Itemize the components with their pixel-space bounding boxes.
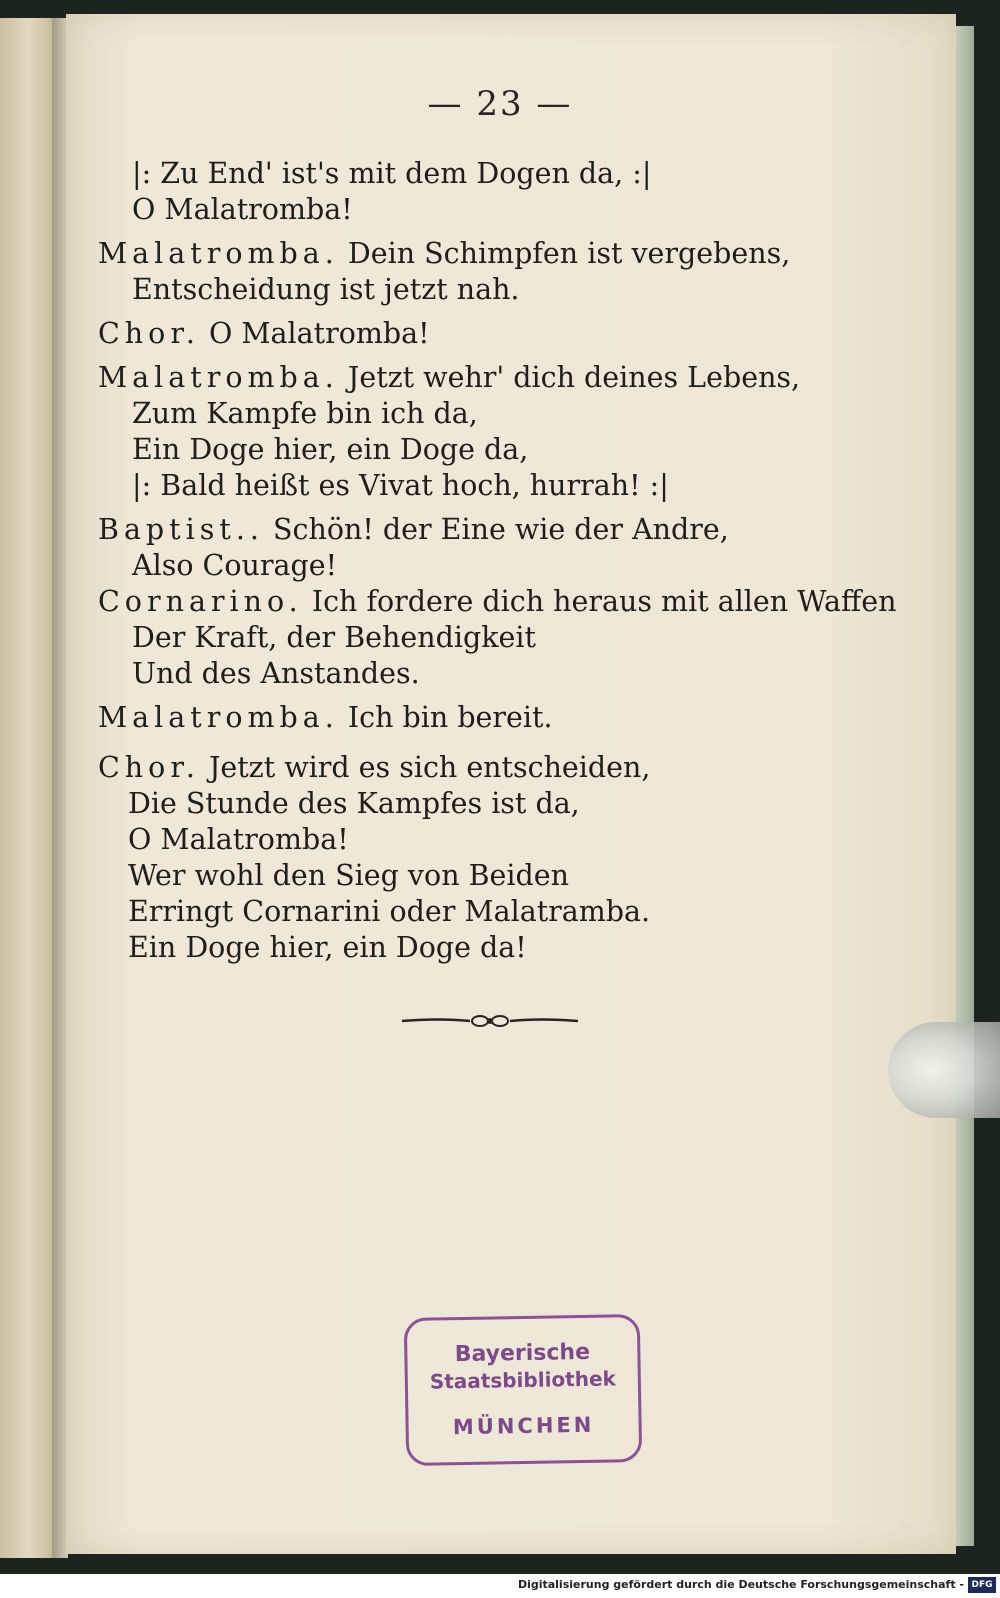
footer-credit: Digitalisierung gefördert durch die Deutsche Forschungsgemeinschaft - xyxy=(517,1578,964,1591)
stamp-line: Staatsbibliothek xyxy=(429,1366,617,1394)
library-stamp xyxy=(404,1314,643,1466)
speaker-line: Malatromba. Dein Schimpfen ist vergebens, xyxy=(98,237,791,270)
previous-page-edge xyxy=(0,18,54,1558)
text-line: Ein Doge hier, ein Doge da, xyxy=(132,433,529,466)
speaker-name: Malatromba. xyxy=(98,237,339,270)
speaker-name: Malatromba. xyxy=(98,361,339,394)
speaker-line: Malatromba. Ich bin bereit. xyxy=(98,701,553,734)
text-line: Zum Kampfe bin ich da, xyxy=(132,397,478,430)
text-line: Erringt Cornarini oder Malatramba. xyxy=(128,895,651,928)
text-line: Die Stunde des Kampfes ist da, xyxy=(128,787,580,820)
page-clip xyxy=(888,1022,1000,1118)
text-line: |: Zu End' ist's mit dem Dogen da, :| xyxy=(132,157,652,190)
speaker-line: Malatromba. Jetzt wehr' dich deines Lebens, xyxy=(98,361,801,394)
dfg-logo: DFG xyxy=(968,1577,996,1593)
speaker-line: Baptist.. Schön! der Eine wie der Andre, xyxy=(98,513,729,546)
speaker-line: Chor. Jetzt wird es sich entscheiden, xyxy=(98,751,651,784)
text-line: O Malatromba! xyxy=(128,823,349,856)
stamp-line: Bayerische xyxy=(454,1339,591,1368)
speaker-name: Malatromba. xyxy=(98,701,339,734)
speaker-name: Cornarino. xyxy=(98,585,303,618)
speaker-line: Chor. O Malatromba! xyxy=(98,317,430,350)
text-line: Entscheidung ist jetzt nah. xyxy=(132,273,520,306)
text-line: Ein Doge hier, ein Doge da! xyxy=(128,931,527,964)
speaker-name: Chor. xyxy=(98,317,200,350)
text-line: O Malatromba! xyxy=(132,193,353,226)
text-line: Der Kraft, der Behendigkeit xyxy=(132,621,536,654)
text-line: |: Bald heißt es Vivat hoch, hurrah! :| xyxy=(132,469,669,502)
speaker-name: Baptist.. xyxy=(98,513,264,546)
speaker-name: Chor. xyxy=(98,751,200,784)
libretto-text xyxy=(98,156,898,966)
ornament-divider xyxy=(400,1010,580,1032)
page-number: — 23 — xyxy=(427,84,573,124)
stamp-line: MÜNCHEN xyxy=(452,1412,595,1440)
text-line: Wer wohl den Sieg von Beiden xyxy=(128,859,569,892)
text-line: Und des Anstandes. xyxy=(132,657,420,690)
speaker-line: Cornarino. Ich fordere dich heraus mit allen Waffen xyxy=(98,585,897,618)
footer-bar xyxy=(0,1574,1000,1598)
text-line: Also Courage! xyxy=(132,549,338,582)
